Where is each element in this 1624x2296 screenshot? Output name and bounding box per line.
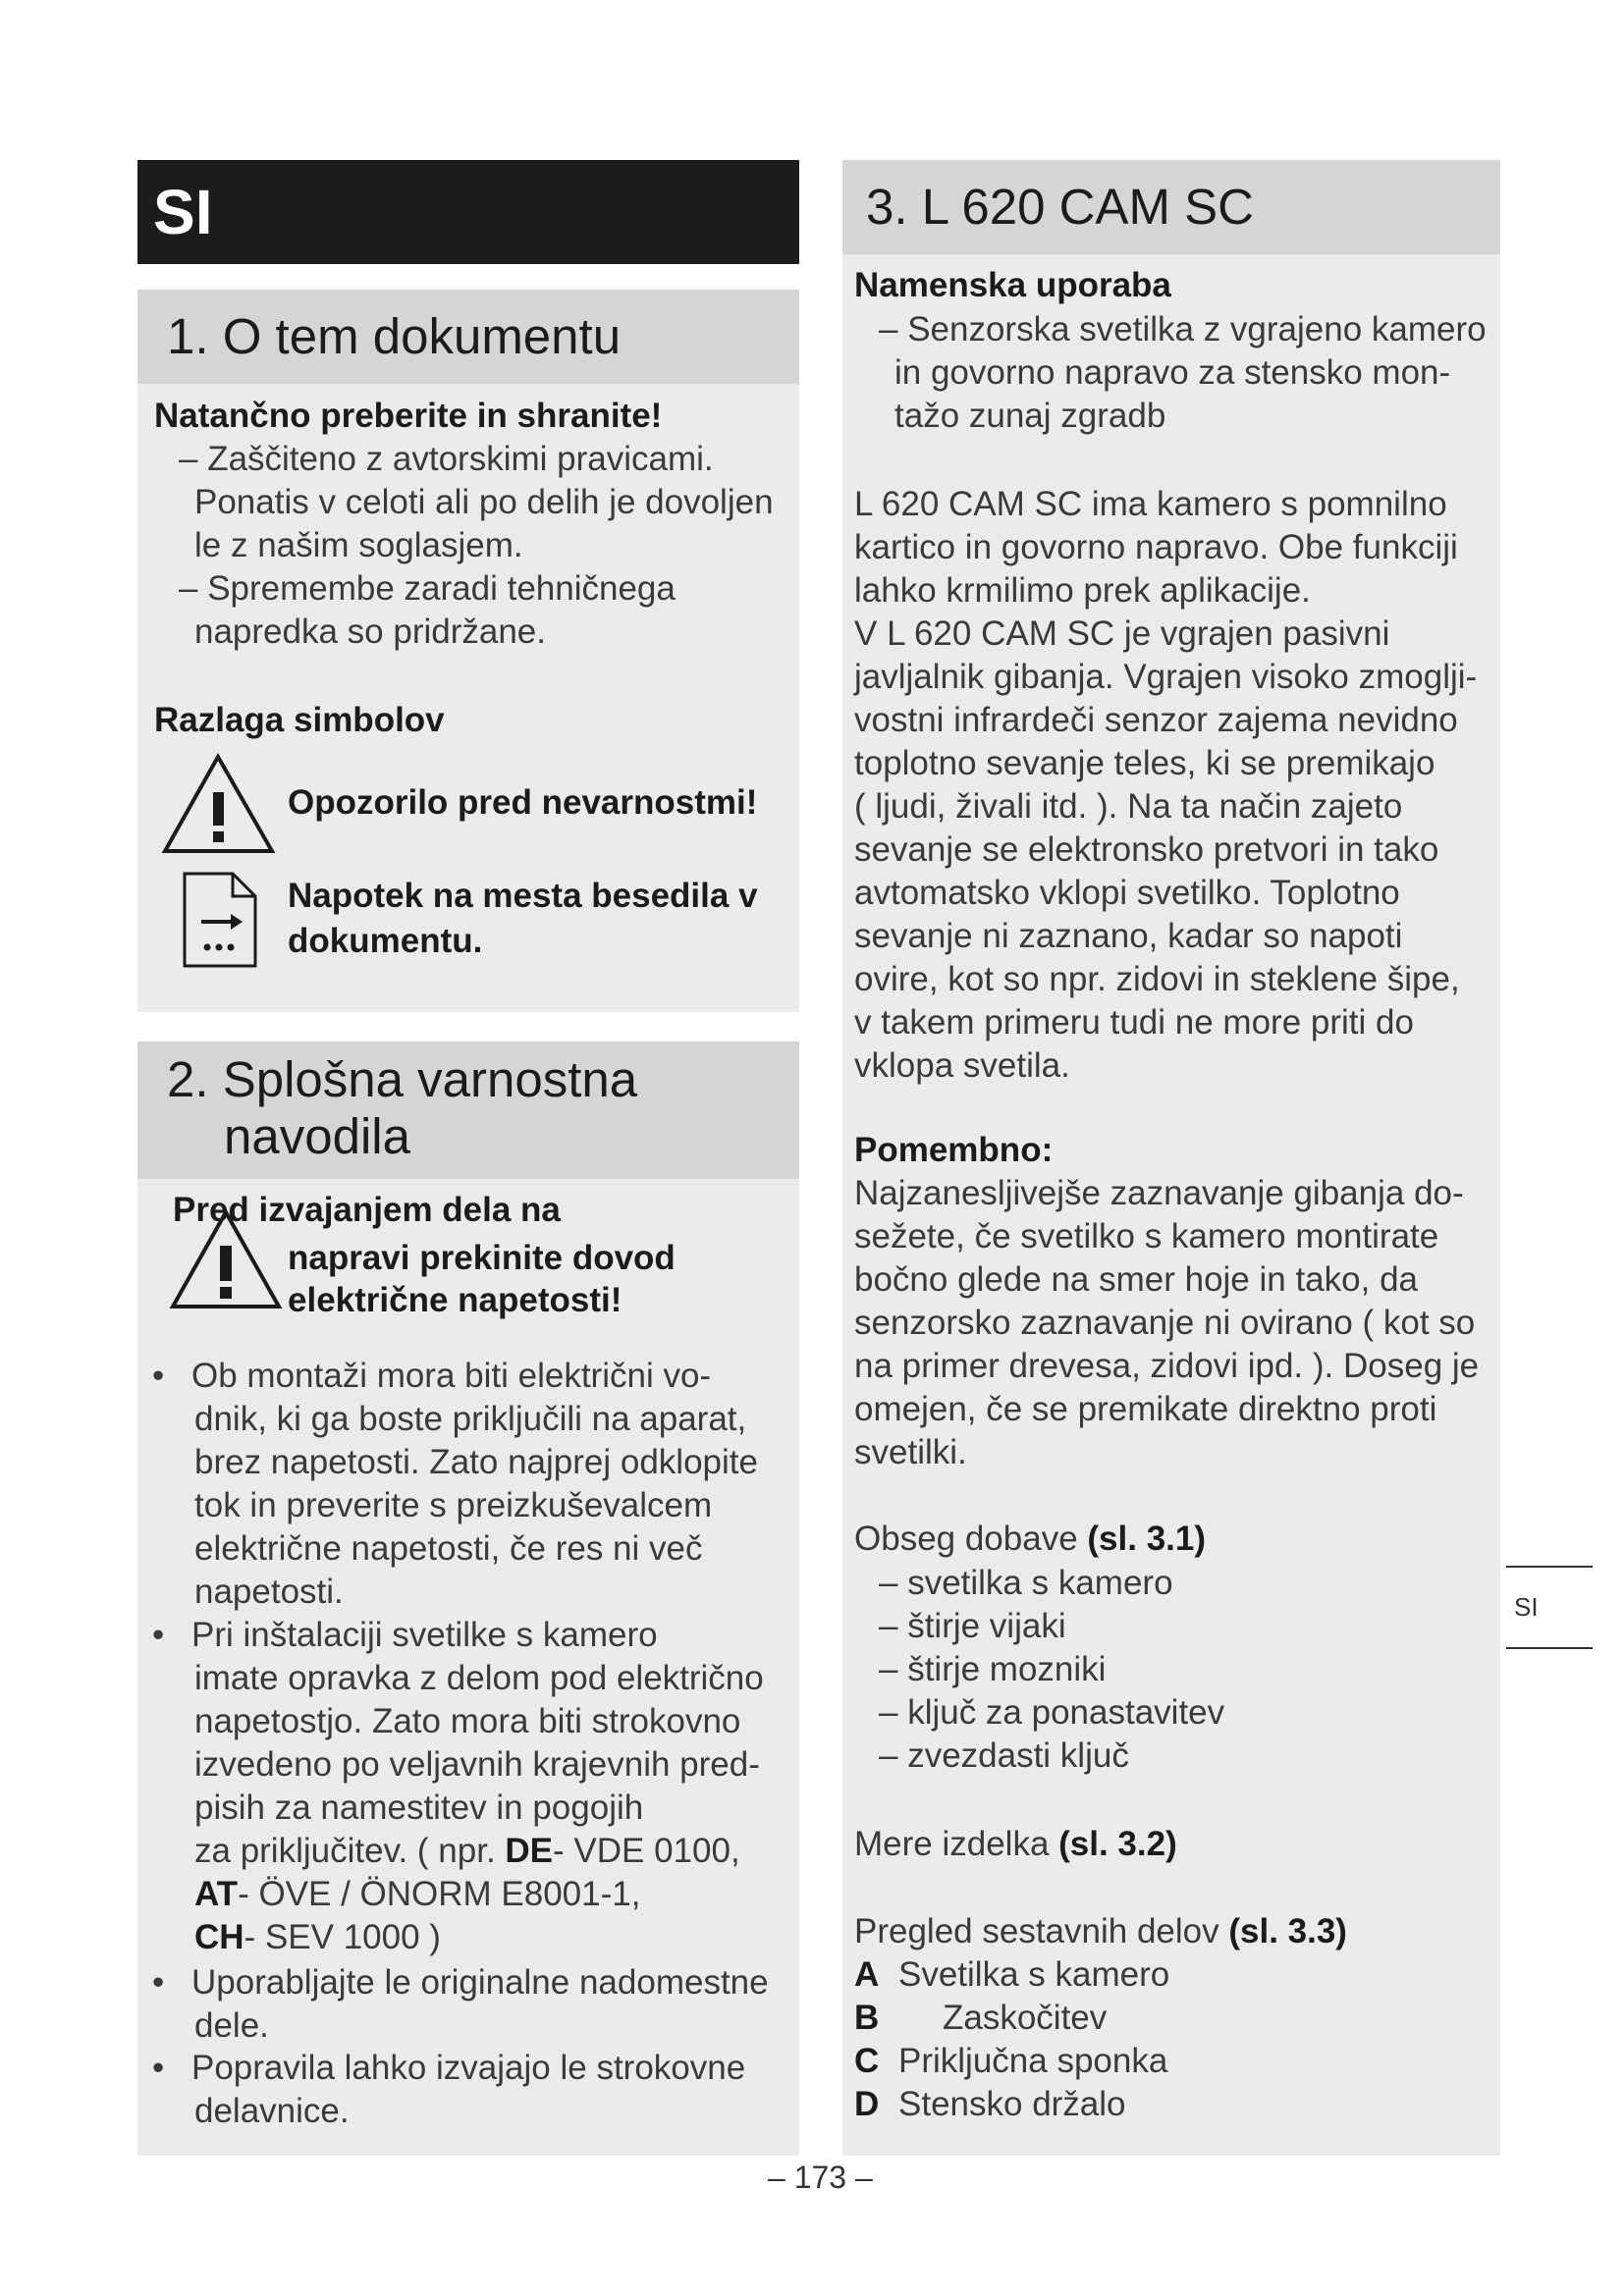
country-code-ch: CH bbox=[194, 1918, 244, 1956]
dims-label: Mere izdelka bbox=[854, 1825, 1059, 1863]
text-line: – Senzorska svetilka z vgrajeno kamero bbox=[879, 310, 1487, 348]
parts-overview-heading bbox=[854, 1910, 1347, 1953]
part-letter: C bbox=[854, 2042, 880, 2080]
text-line bbox=[191, 1916, 764, 1959]
title-line: 2. Splošna varnostna bbox=[167, 1051, 638, 1107]
text-line: na primer drevesa, zidovi ipd. ). Doseg je bbox=[854, 1347, 1480, 1385]
bullet-2-text bbox=[191, 1614, 764, 1959]
text-line: sevanje ni zaznano, kadar so napoti bbox=[854, 917, 1403, 955]
warning-triangle-icon bbox=[162, 753, 275, 855]
text-line: ovire, kot so npr. zidovi in steklene šipe, bbox=[854, 960, 1460, 998]
part-letter: B bbox=[854, 1999, 880, 2037]
part-name: Zaskočitev bbox=[943, 1999, 1108, 2037]
part-name: Stensko držalo bbox=[898, 2085, 1126, 2123]
section-2-title bbox=[137, 1041, 799, 1179]
text-line: V L 620 CAM SC je vgrajen pasivni bbox=[854, 614, 1390, 653]
text-line: vostni infrardeči senzor zajema nevidno bbox=[854, 701, 1458, 739]
text-line: napravi prekinite dovod bbox=[288, 1239, 676, 1277]
part-letter: A bbox=[854, 1955, 880, 1994]
figure-reference: (sl. 3.2) bbox=[1058, 1825, 1177, 1863]
language-label: SI bbox=[137, 160, 799, 264]
text-line bbox=[191, 1873, 764, 1916]
list-item bbox=[854, 2083, 1169, 2126]
text-line: toplotno sevanje teles, ki se premikajo bbox=[854, 744, 1435, 782]
text-line: dokumentu. bbox=[288, 922, 483, 960]
bullet-3-text bbox=[191, 1961, 769, 2048]
side-language-tab: SI bbox=[1514, 1592, 1539, 1622]
document-reference-icon bbox=[182, 871, 258, 969]
text-line: avtomatsko vklopi svetilko. Toplotno bbox=[854, 874, 1400, 912]
standard-ch: - SEV 1000 ) bbox=[244, 1918, 441, 1956]
bullet-dot: • bbox=[152, 1616, 165, 1654]
bullet-1-text bbox=[191, 1355, 758, 1614]
text-line: izvedeno po veljavnih krajevnih pred- bbox=[194, 1745, 760, 1784]
text-line: sežete, če svetilko s kamero montirate bbox=[854, 1217, 1439, 1255]
part-letter: D bbox=[854, 2085, 880, 2123]
intended-use-subtitle: Namenska uporaba bbox=[854, 266, 1171, 304]
country-code-de: DE bbox=[505, 1832, 554, 1870]
scope-list bbox=[879, 1562, 1224, 1778]
text-line: električne napetosti, če res ni več bbox=[194, 1529, 703, 1568]
text-line: senzorsko zaznavanje ni ovirano ( kot so bbox=[854, 1304, 1476, 1342]
text-line: Ob montaži mora biti električni vo- bbox=[191, 1357, 712, 1395]
section-3-title: 3. L 620 CAM SC bbox=[842, 160, 1500, 254]
text-line: L 620 CAM SC ima kamero s pomnilno bbox=[854, 485, 1447, 523]
text-line: tažo zunaj zgradb bbox=[894, 397, 1166, 435]
text-line: lahko krmilimo prek aplikacije. bbox=[854, 571, 1311, 610]
text-line: sevanje se elektronsko pretvori in tako bbox=[854, 830, 1439, 869]
text-line: Uporabljajte le originalne nadomestne bbox=[191, 1963, 769, 2002]
text-line: vklopa svetila. bbox=[854, 1046, 1070, 1085]
text-line: Pri inštalaciji svetilke s kamero bbox=[191, 1616, 658, 1654]
text-line: svetilki. bbox=[854, 1433, 967, 1471]
side-tab-top-rule bbox=[1506, 1566, 1593, 1568]
text-line: bočno glede na smer hoje in tako, da bbox=[854, 1260, 1418, 1299]
text-line: napetostjo. Zato mora biti strokovno bbox=[194, 1702, 741, 1740]
text-line: v takem primeru tudi ne more priti do bbox=[854, 1003, 1414, 1041]
scope-of-delivery-heading bbox=[854, 1518, 1206, 1561]
standard-at: - ÖVE / ÖNORM E8001-1, bbox=[238, 1875, 641, 1913]
text-line: kartico in govorno napravo. Obe funkciji bbox=[854, 528, 1458, 566]
text-line: Najzanesljivejše zaznavanje gibanja do- bbox=[854, 1174, 1464, 1212]
text-line: pisih za namestitev in pogojih bbox=[194, 1789, 644, 1827]
symbols-subtitle: Razlaga simbolov bbox=[154, 701, 445, 739]
important-subtitle: Pomembno: bbox=[854, 1131, 1054, 1169]
warning-triangle-icon bbox=[169, 1208, 283, 1310]
scope-label: Obseg dobave bbox=[854, 1520, 1088, 1558]
part-name: Svetilka s kamero bbox=[898, 1955, 1170, 1994]
list-item: – zvezdasti ključ bbox=[879, 1736, 1129, 1775]
text-line: dele. bbox=[194, 2006, 269, 2045]
text-line: ( ljudi, živali itd. ). Na ta način zajeto bbox=[854, 787, 1403, 826]
parts-list bbox=[854, 1953, 1169, 2126]
text-line: imate opravka z delom pod električno bbox=[194, 1659, 764, 1697]
standard-de: - VDE 0100, bbox=[553, 1832, 740, 1870]
country-code-at: AT bbox=[194, 1875, 239, 1913]
bullet-4-text bbox=[191, 2047, 745, 2133]
bullet-dot: • bbox=[152, 1357, 165, 1395]
list-item bbox=[854, 2040, 1169, 2083]
list-item bbox=[854, 1953, 1169, 1997]
text-line: napetosti. bbox=[194, 1573, 344, 1611]
important-paragraph bbox=[854, 1172, 1479, 1474]
list-item: – štirje vijaki bbox=[879, 1607, 1066, 1645]
safety-warning-text bbox=[288, 1237, 676, 1321]
figure-reference: (sl. 3.1) bbox=[1087, 1520, 1207, 1558]
safety-warning-line-1: Pred izvajanjem dela na bbox=[173, 1191, 561, 1229]
list-item bbox=[854, 1997, 1169, 2040]
text-line: – Zaščiteno z avtorskimi pravicami. bbox=[179, 440, 714, 478]
text-line: tok in preverite s preizkuševalcem bbox=[194, 1486, 713, 1524]
title-line: navodila bbox=[224, 1108, 410, 1164]
text-line: dnik, ki ga boste priključili na aparat, bbox=[194, 1400, 747, 1438]
intended-use-text bbox=[879, 308, 1487, 438]
list-item: – svetilka s kamero bbox=[879, 1564, 1173, 1602]
bullet-dot: • bbox=[152, 2049, 165, 2087]
text-line: napredka so pridržane. bbox=[194, 613, 546, 651]
dimensions-heading bbox=[854, 1823, 1177, 1866]
section-1-text bbox=[179, 438, 774, 654]
section-1-title: 1. O tem dokumentu bbox=[137, 290, 799, 384]
text-line: Napotek na mesta besedila v bbox=[288, 877, 758, 915]
text-line: – Spremembe zaradi tehničnega bbox=[179, 569, 676, 608]
description-paragraph bbox=[854, 483, 1477, 1088]
text-line: Ponatis v celoti ali po delih je dovoljen bbox=[194, 483, 774, 521]
text-line: le z našim soglasjem. bbox=[194, 526, 523, 564]
text-line: in govorno napravo za stensko mon- bbox=[894, 353, 1451, 392]
page-number: – 173 – bbox=[768, 2160, 873, 2195]
side-tab-bottom-rule bbox=[1506, 1647, 1593, 1649]
part-name: Priključna sponka bbox=[898, 2042, 1168, 2080]
text-line: brez napetosti. Zato najprej odklopite bbox=[194, 1443, 758, 1481]
note-legend-text bbox=[288, 874, 758, 964]
text-line: javljalnik gibanja. Vgrajen visoko zmoglji- bbox=[854, 658, 1478, 696]
text-line: delavnice. bbox=[194, 2092, 350, 2130]
text-line: Popravila lahko izvajajo le strokovne bbox=[191, 2049, 746, 2087]
figure-reference: (sl. 3.3) bbox=[1228, 1912, 1347, 1950]
warning-legend-text: Opozorilo pred nevarnostmi! bbox=[288, 783, 758, 822]
text-line: električne napetosti! bbox=[288, 1281, 623, 1319]
list-item: – ključ za ponastavitev bbox=[879, 1693, 1225, 1732]
text-line bbox=[191, 1830, 764, 1873]
text-line: omejen, če se premikate direktno proti bbox=[854, 1390, 1437, 1428]
standard-prefix: za priključitev. ( npr. bbox=[194, 1832, 506, 1870]
parts-label: Pregled sestavnih delov bbox=[854, 1912, 1229, 1950]
bullet-dot: • bbox=[152, 1963, 165, 2002]
list-item: – štirje mozniki bbox=[879, 1650, 1107, 1688]
section-1-subtitle: Natančno preberite in shranite! bbox=[154, 397, 663, 435]
